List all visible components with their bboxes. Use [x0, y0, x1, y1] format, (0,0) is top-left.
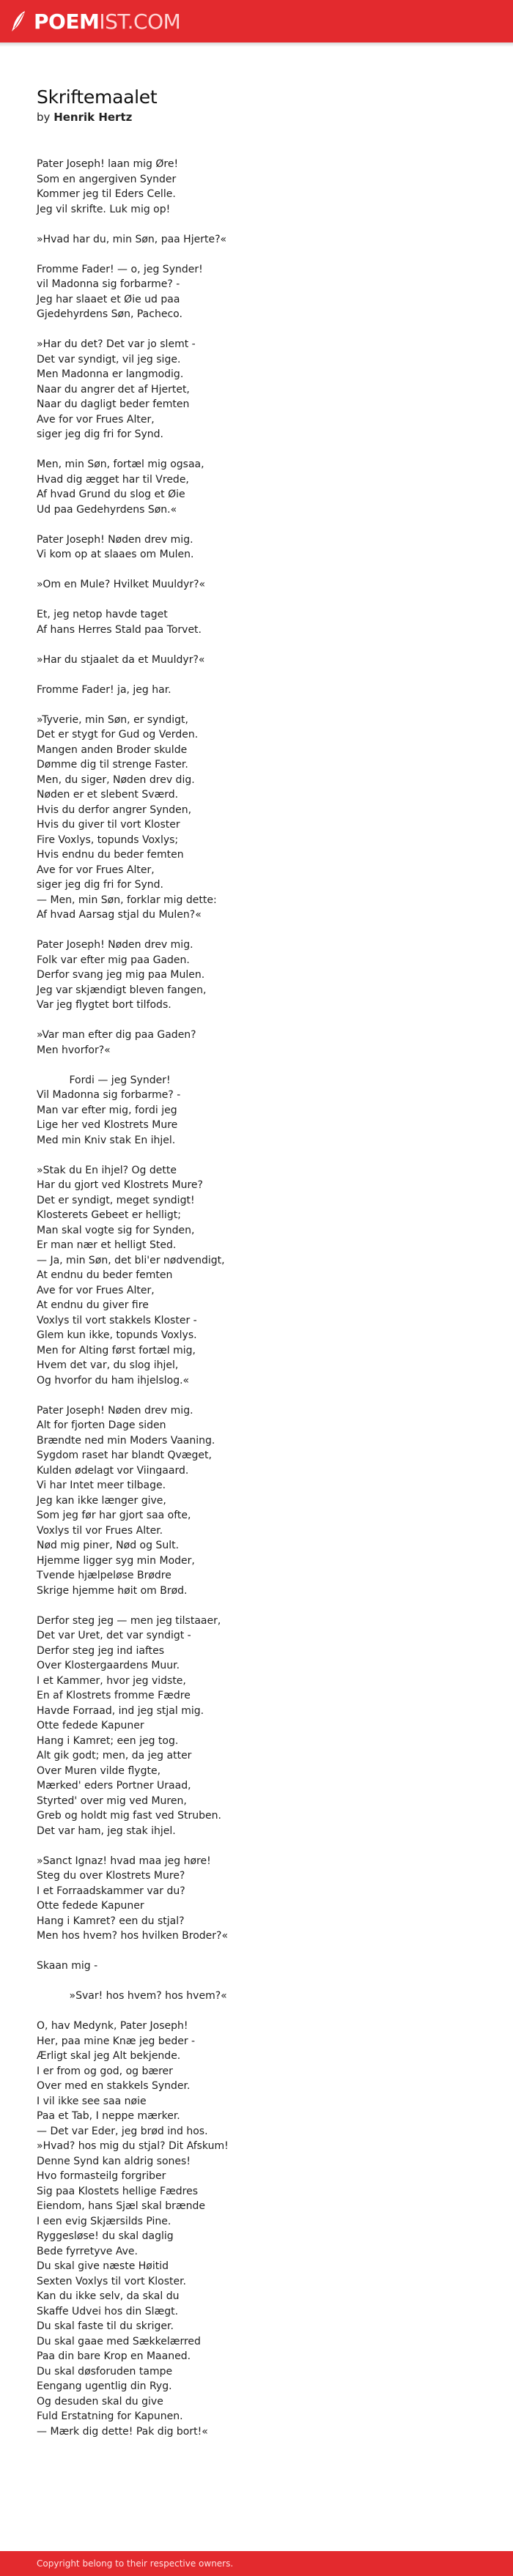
- poem-line: »Svar! hos hvem? hos hvem?«: [37, 1990, 227, 2002]
- poem-line: Nøden er et slebent Sværd.: [37, 789, 179, 801]
- poem-line: Steg du over Klostrets Mure?: [37, 1870, 185, 1882]
- poem-stanza: [37, 532, 476, 563]
- poem-stanza: [37, 683, 476, 698]
- poem-title: Skriftemaalet: [37, 86, 158, 108]
- poem-line: At endnu du giver fire: [37, 1299, 149, 1311]
- poem-line: »Har du det? Det var jo slemt -: [37, 338, 196, 350]
- poem-line: Derfor svang jeg mig paa Mulen.: [37, 969, 205, 981]
- poem-line: Hvad dig ægget har til Vrede,: [37, 473, 189, 486]
- header-shadow: [0, 42, 513, 47]
- poem-line: »Hvad har du, min Søn, paa Hjerte?«: [37, 233, 227, 245]
- poem-line: Glem kun ikke, topunds Voxlys.: [37, 1329, 197, 1341]
- poem-line: Fromme Fader! ja, jeg har.: [37, 683, 171, 696]
- poem-line: Denne Synd kan aldrig sones!: [37, 2155, 191, 2167]
- logo-wordmark: [34, 10, 180, 34]
- poem-line: Her, paa mine Knæ jeg beder -: [37, 2035, 196, 2047]
- poem-line: Hvis du derfor angrer Synden,: [37, 803, 192, 816]
- poem-line: Otte fedede Kapuner: [37, 1900, 144, 1912]
- author-name: Henrik Hertz: [53, 111, 133, 124]
- poem-line: Havde Forraad, ind jeg stjal mig.: [37, 1704, 204, 1717]
- site-logo[interactable]: [9, 10, 180, 34]
- poem-line: I er from og god, og bærer: [37, 2065, 173, 2077]
- poem-line: Hvo formasteilg forgriber: [37, 2170, 166, 2182]
- poem-stanza: [37, 337, 476, 442]
- poem-line: Pater Joseph! Nøden drev mig.: [37, 939, 193, 951]
- poem-stanza: [37, 232, 476, 248]
- poem-stanza: [37, 1403, 476, 1599]
- poem-line: Derfor steg jeg ind iaftes: [37, 1644, 165, 1657]
- poem-line: Greb og holdt mig fast ved Struben.: [37, 1810, 221, 1822]
- poem-line: Pater Joseph! Nøden drev mig.: [37, 1404, 193, 1417]
- poem-line: Man var efter mig, fordi jeg: [37, 1104, 177, 1116]
- poem-line: siger jeg dig fri for Synd.: [37, 428, 163, 440]
- poem-line: I et Forraadskammer var du?: [37, 1885, 185, 1897]
- poem-line: Fuld Erstatning for Kapunen.: [37, 2410, 183, 2422]
- poem-line: At endnu du beder femten: [37, 1269, 173, 1281]
- poem-line: Man skal vogte sig for Synden,: [37, 1224, 195, 1236]
- poem-line: I een evig Skjærsilds Pine.: [37, 2215, 171, 2227]
- poem-line: Sexten Voxlys til vort Kloster.: [37, 2275, 187, 2287]
- poem-line: Sygdom raset har blandt Qvæget,: [37, 1450, 212, 1461]
- poem-line: Hang i Kamret; een jeg tog.: [37, 1734, 179, 1747]
- poem-line: Fordi — jeg Synder!: [37, 1074, 171, 1086]
- poem-stanza: [37, 1163, 476, 1389]
- poem-line: Kulden ødelagt vor Viingaard.: [37, 1464, 189, 1477]
- poem-line: — Men, min Søn, forklar mig dette:: [37, 894, 217, 906]
- poem-line: Er man nær et helligt Sted.: [37, 1239, 177, 1251]
- poem-line: Eengang ugentlig din Ryg.: [37, 2380, 172, 2392]
- poem-line: »Tyverie, min Søn, er syndigt,: [37, 713, 188, 726]
- poem-line: Ave for vor Frues Alter,: [37, 864, 155, 876]
- poem-line: Fromme Fader! — o, jeg Synder!: [37, 263, 203, 275]
- poem-stanza: [37, 457, 476, 517]
- poem-line: siger jeg dig fri for Synd.: [37, 879, 163, 891]
- poem-line: Ærligt skal jeg Alt bekjende.: [37, 2050, 181, 2062]
- byline: [37, 110, 476, 125]
- poem-line: Du skal give næste Høitid: [37, 2260, 169, 2272]
- poem-stanza: [37, 577, 476, 593]
- site-footer: [0, 2551, 513, 2576]
- poem-line: Vil Madonna sig forbarme? -: [37, 1089, 181, 1101]
- poem-line: Mangen anden Broder skulde: [37, 743, 188, 756]
- poem-line: Fire Voxlys, topunds Voxlys;: [37, 834, 179, 846]
- poem-stanza: [37, 1989, 476, 2004]
- poem-stanza: [37, 1073, 476, 1148]
- poem-line: Voxlys til vor Frues Alter.: [37, 1524, 163, 1537]
- poem-line: En af Klostrets fromme Fædre: [37, 1690, 191, 1701]
- poem-line: Skrige hjemme høit om Brød.: [37, 1584, 188, 1597]
- poem-line: Eiendom, hans Sjæl skal brænde: [37, 2200, 205, 2212]
- poem-line: Hvis endnu du beder femten: [37, 849, 184, 861]
- poem-line: Og hvorfor du ham ihjelslog.«: [37, 1374, 190, 1387]
- poem-line: — Ja, min Søn, det bli'er nødvendigt,: [37, 1254, 225, 1266]
- poem-line: »Stak du En ihjel? Og dette: [37, 1164, 177, 1176]
- poem-line: Vi kom op at slaaes om Mulen.: [37, 549, 194, 560]
- poem-line: Med min Kniv stak En ihjel.: [37, 1134, 176, 1146]
- poem-line: I et Kammer, hvor jeg vidste,: [37, 1674, 186, 1687]
- poem-line: Vi har Intet meer tilbage.: [37, 1480, 166, 1491]
- poem-stanza: [37, 938, 476, 1013]
- copyright-text: Copyright belong to their respective owners.: [37, 2558, 234, 2569]
- poem-line: Du skal gaae med Sækkelærred: [37, 2335, 201, 2347]
- poem-line: Pater Joseph! laan mig Øre!: [37, 158, 179, 170]
- poem-line: »Var man efter dig paa Gaden?: [37, 1029, 196, 1041]
- poem-line: Skaffe Udvei hos din Slægt.: [37, 2305, 179, 2317]
- poem-line: Et, jeg netop havde taget: [37, 609, 168, 620]
- poem-line: »Har du stjaalet da et Muuldyr?«: [37, 653, 205, 666]
- poem-line: Voxlys til vort stakkels Kloster -: [37, 1314, 197, 1326]
- poem-line: Som jeg før har gjort saa ofte,: [37, 1510, 191, 1521]
- poem-stanza: [37, 1959, 476, 1974]
- poem-line: Over med en stakkels Synder.: [37, 2080, 191, 2092]
- poem-line: »Sanct Ignaz! hvad maa jeg høre!: [37, 1855, 211, 1867]
- poem-line: Hvem det var, du slog ihjel,: [37, 1359, 179, 1371]
- poem-line: Naar du angrer det af Hjertet,: [37, 383, 190, 396]
- poem-line: Skaan mig -: [37, 1960, 98, 1972]
- poem-line: vil Madonna sig forbarme? -: [37, 278, 180, 290]
- poem-line: Var jeg flygtet bort tilfods.: [37, 999, 171, 1011]
- poem-line: Jeg kan ikke længer give,: [37, 1494, 166, 1507]
- poem-line: Det er syndigt, meget syndigt!: [37, 1194, 195, 1206]
- poem-line: Bede fyrretyve Ave.: [37, 2245, 138, 2257]
- poem-line: Det var Uret, det var syndigt -: [37, 1630, 191, 1641]
- poem-line: Har du gjort ved Klostrets Mure?: [37, 1179, 203, 1191]
- poem-stanza: [37, 1614, 476, 1839]
- poem-line: »Om en Mule? Hvilket Muuldyr?«: [37, 579, 206, 590]
- poem-line: Tvende hjælpeløse Brødre: [37, 1570, 171, 1581]
- logo-light-text: IST.COM: [99, 9, 181, 34]
- poem-stanza: [37, 1854, 476, 1944]
- poem-line: Otte fedede Kapuner: [37, 1720, 144, 1731]
- poem-line: Men for Alting først fortæl mig,: [37, 1344, 196, 1356]
- poem-line: Det er stygt for Gud og Verden.: [37, 729, 199, 740]
- poem-line: »Hvad? hos mig du stjal? Dit Afskum!: [37, 2140, 229, 2152]
- poem-stanza: [37, 653, 476, 668]
- poem-line: Men Madonna er langmodig.: [37, 368, 184, 380]
- poem-line: Jeg har slaaet et Øie ud paa: [37, 293, 180, 305]
- poem-line: Alt gik godt; men, da jeg atter: [37, 1750, 192, 1762]
- poem-line: Nød mig piner, Nød og Sult.: [37, 1540, 180, 1551]
- poem-line: — Det var Eder, jeg brød ind hos.: [37, 2125, 208, 2137]
- poem-line: Og desuden skal du give: [37, 2395, 163, 2408]
- poem-line: Som en angergiven Synder: [37, 173, 177, 185]
- poem-line: Af hvad Grund du slog et Øie: [37, 489, 185, 500]
- poem-article: [37, 86, 476, 2454]
- poem-line: Du skal faste til du skriger.: [37, 2320, 174, 2332]
- poem-line: Men hos hvem? hos hvilken Broder?«: [37, 1930, 229, 1942]
- poem-line: Men, min Søn, fortæl mig ogsaa,: [37, 459, 204, 470]
- poem-line: Ave for vor Frues Alter,: [37, 413, 155, 426]
- poem-line: Over Muren vilde flygte,: [37, 1764, 161, 1777]
- poem-line: Over Klostergaardens Muur.: [37, 1660, 180, 1671]
- poem-line: Paa et Tab, I neppe mærker.: [37, 2110, 180, 2122]
- poem-line: Klosterets Gebeet er helligt;: [37, 1209, 181, 1221]
- by-label: by: [37, 111, 51, 124]
- poem-stanza: [37, 262, 476, 322]
- poem-line: Sig paa Klostets hellige Fædres: [37, 2185, 199, 2197]
- poem-line: Ud paa Gedehyrdens Søn.«: [37, 503, 177, 516]
- poem-line: Styrted' over mig ved Muren,: [37, 1794, 187, 1807]
- poem-line: Pater Joseph! Nøden drev mig.: [37, 533, 193, 546]
- poem-line: O, hav Medynk, Pater Joseph!: [37, 2020, 188, 2032]
- poem-line: Lige her ved Klostrets Mure: [37, 1119, 178, 1131]
- poem-line: Gjedehyrdens Søn, Pacheco.: [37, 308, 182, 320]
- poem-line: Af hans Herres Stald paa Torvet.: [37, 623, 202, 636]
- poem-line: Af hvad Aarsag stjal du Mulen?«: [37, 909, 202, 921]
- poem-line: Folk var efter mig paa Gaden.: [37, 954, 190, 966]
- poem-line: Jeg vil skrifte. Luk mig op!: [37, 203, 171, 215]
- poem-stanza: [37, 1028, 476, 1058]
- poem-line: Kan du ikke selv, da skal du: [37, 2290, 180, 2302]
- poem-line: Hvis du giver til vort Kloster: [37, 819, 180, 831]
- poem-stanza: [37, 2019, 476, 2439]
- poem-line: Dømme dig til strenge Faster.: [37, 759, 188, 771]
- poem-line: Brændte ned min Moders Vaaning.: [37, 1434, 215, 1447]
- poem-line: Ryggesløse! du skal daglig: [37, 2230, 174, 2242]
- poem-line: Det var syndigt, vil jeg sige.: [37, 353, 181, 365]
- logo-bold-text: POEM: [34, 9, 100, 34]
- poem-line: Hjemme ligger syg min Moder,: [37, 1554, 195, 1567]
- site-header: [0, 0, 513, 42]
- poem-line: Men, du siger, Nøden drev dig.: [37, 773, 195, 786]
- poem-line: Naar du dagligt beder femten: [37, 398, 190, 410]
- poem-line: Kommer jeg til Eders Celle.: [37, 188, 176, 200]
- poem-line: Mærked' eders Portner Uraad,: [37, 1780, 191, 1792]
- poem-line: Det var ham, jeg stak ihjel.: [37, 1825, 176, 1837]
- poem-body: [37, 157, 476, 2439]
- poem-line: Du skal døsforuden tampe: [37, 2365, 173, 2378]
- poem-line: Alt for fjorten Dage siden: [37, 1419, 166, 1431]
- poem-line: Hang i Kamret? een du stjal?: [37, 1915, 185, 1927]
- poem-line: I vil ikke see saa nøie: [37, 2095, 147, 2107]
- poem-line: Jeg var skjændigt bleven fangen,: [37, 984, 207, 996]
- poem-line: — Mærk dig dette! Pak dig bort!«: [37, 2425, 208, 2438]
- quill-pen-icon: [9, 10, 28, 33]
- poem-line: Paa din bare Krop en Maaned.: [37, 2350, 191, 2362]
- poem-stanza: [37, 713, 476, 923]
- poem-stanza: [37, 157, 476, 217]
- poem-line: Derfor steg jeg — men jeg tilstaaer,: [37, 1614, 221, 1627]
- poem-line: Ave for vor Frues Alter,: [37, 1284, 155, 1296]
- poem-stanza: [37, 607, 476, 637]
- poem-line: Men hvorfor?«: [37, 1044, 111, 1056]
